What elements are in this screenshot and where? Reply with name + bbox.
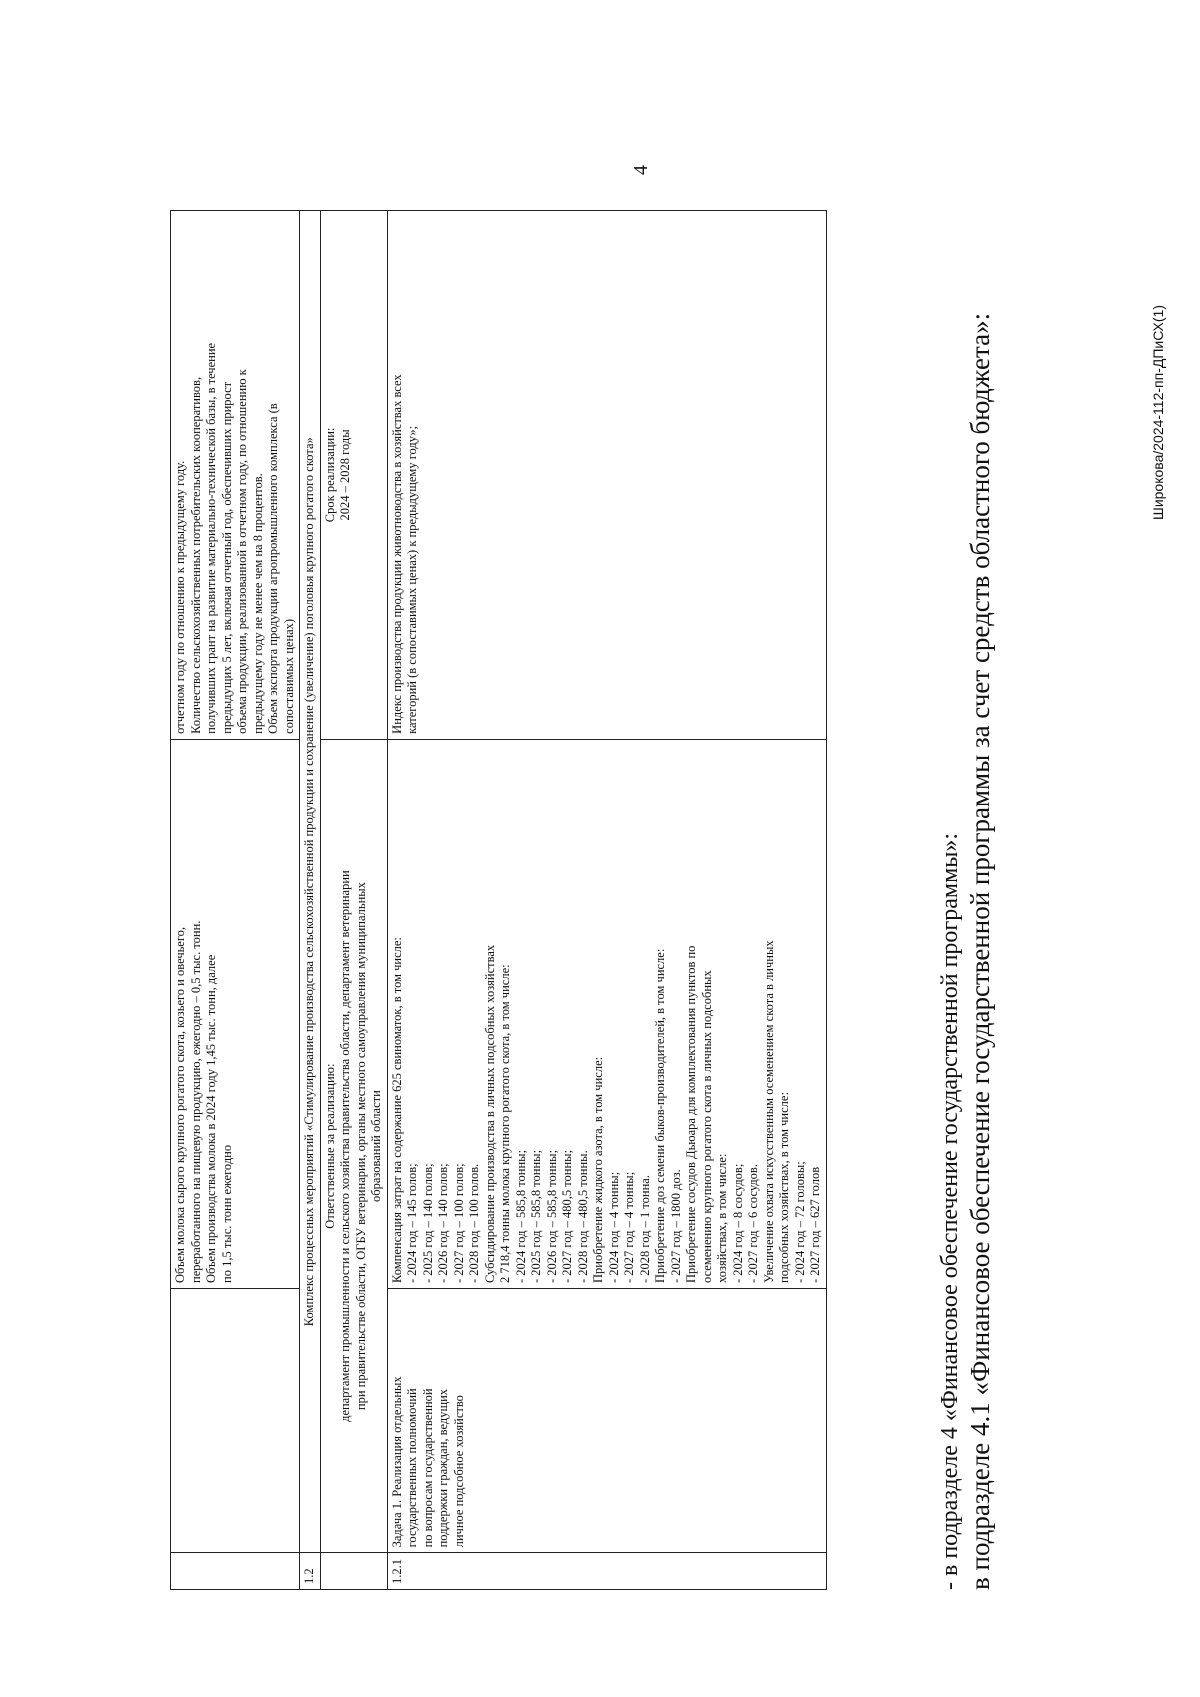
text-line: - 2027 год – 627 голов — [808, 1166, 822, 1283]
subsection-line-2: в подразделе 4.1 «Финансовое обеспечение государственной программы за счет средств областного бюджета»: — [965, 312, 995, 1590]
text-line: сопоставимых ценах) — [281, 618, 296, 734]
subsection-text — [935, 313, 995, 1590]
text-line: Приобретение доз семени быков-производителей, в том числе: — [653, 948, 667, 1283]
complex-title: Комплекс процессных мероприятий «Стимулирование производства сельскохозяйственной продукции и сохранение (увеличение) поголовья крупного рогатого скота» — [300, 211, 321, 1553]
text-line: - 2027 год – 4 тонны; — [622, 1171, 636, 1283]
text-line: - 2028 год – 1 тонна. — [637, 1175, 652, 1283]
text-line: Срок реализации: — [322, 427, 337, 523]
text-line: - 2026 год – 585,8 тонны; — [544, 1149, 559, 1283]
text-line: хозяйствах, в том числе: — [715, 1153, 729, 1283]
text-line: категорий (в сопоставимых ценах) к предыдущему году»; — [405, 425, 419, 734]
row-num-cell: 1.2 — [300, 1553, 321, 1590]
text-line: по 1,5 тыс. тонн ежегодно — [219, 1144, 234, 1283]
term-cell — [320, 211, 387, 740]
text-line: объема продукции, реализованной в отчетном году, по отношению к — [235, 369, 249, 734]
row-num-cell: 1.2.1 — [387, 1553, 826, 1590]
page-number: 4 — [630, 165, 652, 175]
subsection-line-1: - в подразделе 4 «Финансовое обеспечение государственной программы»: — [937, 832, 963, 1590]
task-cell — [387, 1288, 826, 1552]
table-row — [320, 211, 387, 1590]
text-line: Приобретение жидкого азота, в том числе: — [591, 1056, 605, 1283]
text-line: Индекс производства продукции животноводства в хозяйствах всех — [389, 374, 404, 734]
indicator-cell — [387, 211, 826, 740]
row-num-cell — [320, 1553, 387, 1590]
text-line: образований области — [369, 1090, 383, 1203]
text-line: - 2026 год – 140 голов; — [436, 1163, 450, 1283]
text-line: - 2028 год – 100 голов. — [467, 1163, 481, 1283]
text-line: личное подсобное хозяйство — [451, 1395, 466, 1548]
text-line: 2 718,4 тонны молока крупного рогатого скота, в том числе: — [498, 964, 512, 1283]
text-line: по вопросам государственной — [420, 1388, 435, 1548]
text-line: - 2028 год – 480,5 тонны. — [575, 1150, 590, 1283]
text-line: Объем экспорта продукции агропромышленного комплекса (в — [266, 403, 280, 734]
results-cell — [387, 739, 826, 1288]
text-line: Объем производства молока в 2024 году 1,45 тыс. тонн, далее — [204, 954, 218, 1283]
text-line: - 2025 год – 140 голов; — [420, 1163, 435, 1283]
text-line: 2024 – 2028 годы — [338, 429, 352, 521]
text-line: Увеличение охвата искусственным осеменением скота в личных — [761, 940, 776, 1283]
text-line: Компенсация затрат на содержание 625 свиноматок, в том числе: — [389, 937, 404, 1283]
document-code: Широкова/2024-112-пп-ДПиСХ(1) — [1150, 305, 1166, 520]
table-row — [300, 211, 321, 1590]
text-line: предыдущему году не менее чем на 8 процентов. — [250, 473, 265, 734]
text-line: поддержки граждан, ведущих — [436, 1388, 450, 1548]
text-line: предыдущих 5 лет, включая отчетный год, обеспечивших прирост — [219, 381, 234, 734]
text-line: - 2024 год – 72 головы; — [792, 1161, 807, 1283]
text-line: государственных полномочий — [405, 1388, 419, 1548]
text-line: - 2027 год – 1800 доз. — [668, 1169, 683, 1283]
text-line: - 2027 год – 100 голов; — [451, 1163, 466, 1283]
text-line: - 2027 год – 480,5 тонны; — [560, 1149, 574, 1283]
text-line: Субсидирование производства в личных подсобных хозяйствах — [482, 944, 497, 1283]
text-line: Задача 1. Реализация отдельных — [389, 1376, 404, 1548]
program-table — [170, 210, 827, 1590]
text-line: департамент промышленности и сельского хозяйства правительства области, департамент ветеринарии — [338, 870, 352, 1422]
text-line: подсобных хозяйствах, в том числе: — [777, 1092, 791, 1283]
results-cell — [171, 739, 300, 1288]
text-line: Приобретение сосудов Дьюара для комплектования пунктов по — [684, 945, 698, 1283]
responsible-cell — [320, 739, 387, 1553]
rotated-sheet — [20, 40, 1140, 1640]
text-line: - 2025 год – 585,8 тонны; — [529, 1149, 543, 1283]
text-line: переработанного на пищевую продукцию, ежегодно – 0,5 тыс. тонн. — [188, 920, 203, 1283]
text-line: получивших грант на развитие материально-технической базы, в течение — [204, 342, 218, 734]
text-line: - 2024 год – 585,8 тонны; — [513, 1149, 528, 1283]
text-line: Объем молока сырого крупного рогатого скота, козьего и овечьего, — [173, 926, 187, 1283]
text-line: Количество сельскохозяйственных потребительских кооперативов, — [188, 376, 203, 734]
row-num-cell — [171, 1553, 300, 1590]
indicator-cell — [171, 211, 300, 740]
text-line: Ответственные за реализацию: — [322, 1063, 337, 1229]
task-cell — [171, 1288, 300, 1552]
text-line: осеменению крупного рогатого скота в личных подсобных — [699, 970, 714, 1283]
table-row — [387, 211, 826, 1590]
text-line: при правительстве области, ОГБУ ветеринарии, органы местного самоуправления муниципальных — [353, 882, 368, 1411]
text-line: - 2024 год – 145 голов; — [405, 1163, 419, 1283]
text-line: отчетном году по отношению к предыдущему году. — [173, 460, 187, 734]
text-line: - 2027 год – 6 сосудов. — [746, 1164, 760, 1283]
table-row — [171, 211, 300, 1590]
text-line: - 2024 год – 4 тонны; — [606, 1171, 621, 1283]
text-line: - 2024 год – 8 сосудов; — [730, 1163, 745, 1283]
